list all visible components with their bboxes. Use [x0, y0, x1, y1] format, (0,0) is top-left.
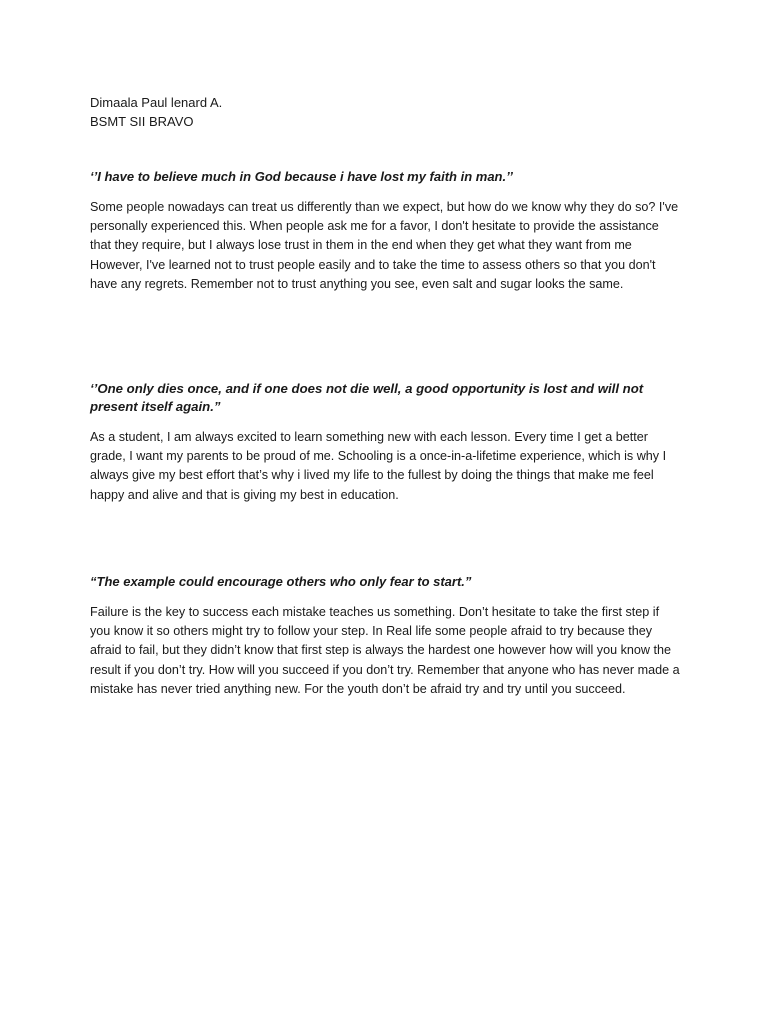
author-name: Dimaala Paul lenard A. [90, 95, 223, 110]
section-3-body: Failure is the key to success each mistake teaches us something. Don’t hesitate to take the first step if you know it so others might try to follow your step. In Real life some people afraid to try because they afraid to fail, but they didn’t know that first step is always the hardest one however how will you know the result if you don’t try. How will you succeed if you don’t try. Remember that anyone who has never made a mistake has never tried anything new. For the youth don’t be afraid try and try until you succeed. [90, 605, 680, 696]
section-1-quote: ‘’I have to believe much in God because i have lost my faith in man.’’ [90, 169, 513, 184]
reflection-section-2 [90, 380, 680, 505]
course-section: BSMT SII BRAVO [90, 114, 194, 129]
author-header [90, 93, 222, 131]
reflection-section-1 [90, 168, 680, 294]
reflection-section-3 [90, 573, 680, 699]
section-3-quote: “The example could encourage others who only fear to start.” [90, 574, 472, 589]
section-2-quote: ‘’One only dies once, and if one does not die well, a good opportunity is lost and will not present itself again.” [90, 381, 644, 414]
section-2-body: As a student, I am always excited to learn something new with each lesson. Every time I get a better grade, I want my parents to be proud of me. Schooling is a once-in-a-lifetime experience, which is why I always give my best effort that’s why i lived my life to the fullest by doing the things that make me feel happy and alive and that is giving my best in education. [90, 430, 667, 502]
section-1-body: Some people nowadays can treat us differently than we expect, but how do we know why they do so? I've personally experienced this. When people ask me for a favor, I don't hesitate to provide the assistance that they require, but I always lose trust in them in the end when they get what they want from me However, I've learned not to trust people easily and to take the time to assess others so that you don't have any regrets. Remember not to trust anything you see, even salt and sugar looks the same. [90, 200, 679, 291]
